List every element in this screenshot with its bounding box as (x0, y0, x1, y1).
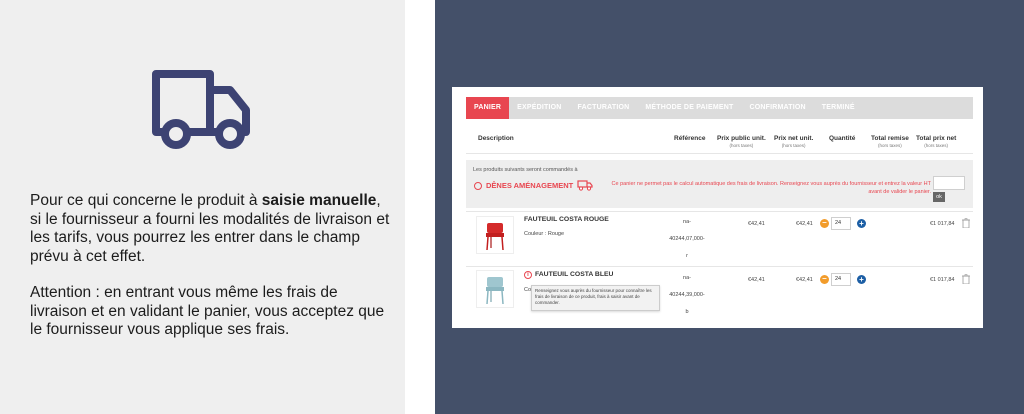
info-panel (0, 0, 405, 414)
supplier-link[interactable] (474, 180, 593, 191)
step-expedition[interactable]: EXPÉDITION (517, 104, 562, 111)
info-text-post: , si le fournisseur a fourni les modalités de livraison et les tarifs, vous pourrez les entrer dans le champ prévu à cet effet. (30, 192, 390, 265)
decrease-qty-button[interactable]: – (820, 275, 829, 284)
product-color: Co (524, 287, 532, 293)
step-termine[interactable]: TERMINÉ (821, 104, 855, 111)
trash-icon[interactable] (962, 274, 970, 284)
info-paragraph-1 (30, 192, 390, 266)
product-name[interactable]: FAUTEUIL COSTA BLEU (535, 271, 614, 278)
chair-icon (477, 271, 513, 307)
step-methode-paiement[interactable]: MÉTHODE DE PAIEMENT (645, 104, 734, 111)
product-reference (665, 214, 709, 265)
notice-text: Les produits suivants seront commandés à (473, 167, 578, 173)
product-reference (665, 270, 709, 321)
product-image-red[interactable] (476, 216, 514, 254)
ref-line: r (686, 253, 688, 259)
total-price: €1 017,84 (930, 277, 955, 283)
product-name[interactable]: FAUTEUIL COSTA ROUGE (524, 216, 609, 223)
quantity-input[interactable]: 24 (831, 273, 851, 286)
col-total-remise-sub: (hors taxes) (878, 143, 902, 148)
quantity-input[interactable]: 24 (831, 217, 851, 230)
col-prix-net (774, 135, 813, 148)
ok-button[interactable]: ok (933, 192, 945, 202)
delivery-fee-input[interactable] (933, 176, 965, 190)
col-prix-net-label: Prix net unit. (774, 135, 814, 142)
delivery-tooltip: Renseignez vous auprès du fournisseur pour connaître les frais de livraison de ce produit, frais à saisir avant de commander. (531, 285, 660, 311)
col-reference: Référence (674, 135, 706, 142)
col-total-prix-net-label: Total prix net (916, 135, 957, 142)
info-text-bold: saisie manuelle (261, 192, 377, 209)
decrease-qty-button[interactable]: – (820, 219, 829, 228)
public-price: €42,41 (748, 221, 765, 227)
ref-line: b (685, 309, 689, 315)
trash-icon[interactable] (962, 218, 970, 228)
chair-icon (477, 217, 513, 253)
public-price: €42,41 (748, 277, 765, 283)
truck-small-icon (577, 180, 593, 191)
step-facturation[interactable]: FACTURATION (577, 104, 630, 111)
divider (466, 153, 973, 154)
col-prix-net-sub: (hors taxes) (781, 143, 806, 148)
total-price: €1 017,84 (930, 221, 955, 227)
supplier-name: DÊNES AMÉNAGEMENT (486, 181, 574, 190)
col-total-prix-net (916, 135, 956, 148)
info-text-pre: Pour ce qui concerne le produit à (30, 192, 262, 209)
divider (466, 211, 973, 212)
step-panier[interactable]: PANIER (466, 97, 509, 119)
col-total-remise (871, 135, 909, 148)
divider (466, 266, 973, 267)
ref-line: na- (683, 275, 691, 281)
user-icon (474, 182, 482, 190)
info-text (30, 192, 390, 358)
product-image-blue[interactable] (476, 270, 514, 308)
col-prix-public (717, 135, 766, 148)
increase-qty-button[interactable]: + (857, 219, 866, 228)
truck-icon (150, 68, 252, 152)
col-quantite: Quantité (829, 135, 856, 142)
info-paragraph-2: Attention : en entrant vous même les frais de livraison et en validant le panier, vous acceptez que le fournisseur vous applique ses frais. (30, 284, 385, 338)
info-icon[interactable]: i (524, 271, 532, 279)
ref-line: 40244,39,000- (669, 292, 705, 298)
col-prix-public-sub: (hors taxes) (729, 143, 754, 148)
col-total-remise-label: Total remise (871, 135, 909, 142)
checkout-steps (466, 97, 973, 119)
delivery-warning: Ce panier ne permet pas le calcul automatique des frais de livraison. Renseignez vous auprès du fournisseur et entrez la valeur HT avant de valider le panier. (611, 181, 931, 195)
col-description: Description (478, 135, 514, 142)
ref-line: na- (683, 219, 691, 225)
increase-qty-button[interactable]: + (857, 275, 866, 284)
product-color: Couleur : Rouge (524, 231, 565, 237)
col-total-prix-net-sub: (hors taxes) (924, 143, 949, 148)
ref-line: 40244,07,000- (669, 236, 705, 242)
net-price: €42,41 (796, 221, 813, 227)
col-prix-public-label: Prix public unit. (717, 135, 766, 142)
net-price: €42,41 (796, 277, 813, 283)
step-confirmation[interactable]: CONFIRMATION (749, 104, 806, 111)
